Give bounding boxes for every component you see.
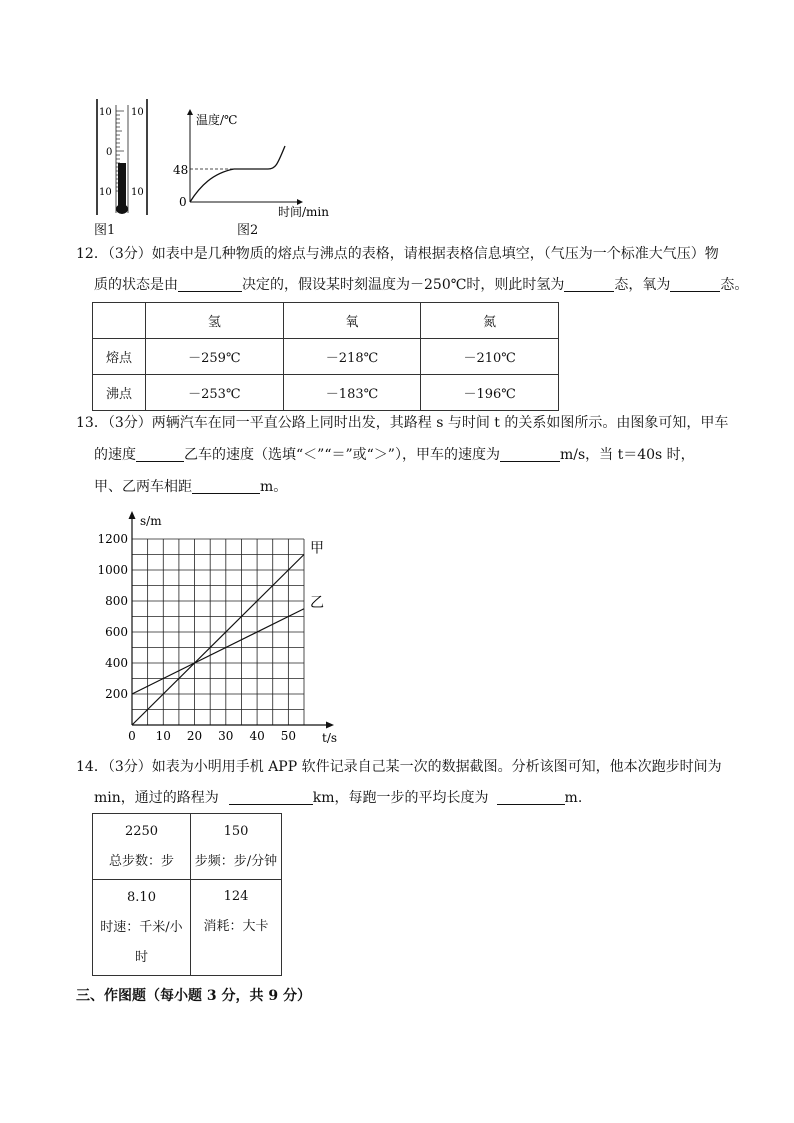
speed-label: 时速：千米/小 — [100, 919, 183, 935]
calories-value: 124 — [223, 889, 249, 904]
table-header-cell: 氧 — [283, 303, 421, 339]
y-tick-label: 200 — [105, 687, 128, 701]
melting-curve-figure — [168, 108, 348, 220]
table-row — [93, 339, 559, 375]
q13-text-3b: m。 — [260, 479, 288, 495]
q12-table — [92, 302, 559, 411]
q12-blank-2[interactable] — [564, 275, 614, 292]
q14-score: （3分） — [107, 759, 152, 775]
series-line-1 — [132, 555, 304, 726]
fig1-left-label-top: 10 — [99, 107, 112, 118]
fig2-xlabel: 时间/min — [278, 205, 329, 219]
q14-app-table — [92, 813, 282, 976]
table-row — [93, 303, 559, 339]
fig1-left-label-mid: 0 — [106, 147, 113, 158]
q14-blank-2[interactable] — [497, 788, 565, 805]
figure-2 — [168, 108, 348, 238]
table-header-cell: 氮 — [421, 303, 559, 339]
series-line-2 — [132, 609, 304, 694]
speed-label-cont: 时 — [134, 949, 148, 965]
q13-line2 — [94, 440, 695, 471]
q12-line2 — [94, 270, 748, 301]
x-tick-label: 0 — [128, 729, 136, 743]
q13-number: 13． — [76, 415, 108, 431]
table-row — [93, 880, 282, 976]
x-axis-arrow — [326, 722, 334, 729]
thermometer-liquid — [118, 163, 126, 211]
q14-text-2b: km，每跑一步的平均长度为 — [312, 790, 489, 806]
x-tick-label: 30 — [218, 729, 234, 743]
y-tick-label: 600 — [105, 625, 128, 639]
q14-line1 — [76, 752, 722, 783]
steps-value: 2250 — [124, 823, 159, 839]
q13-text-1: 两辆汽车在同一平直公路上同时出发，其路程 s 与时间 t 的关系如图所示。由图象可知，甲车 — [151, 415, 729, 431]
fig2-ylabel: 温度/℃ — [196, 113, 238, 127]
x-tick-label: 10 — [155, 729, 171, 743]
table-row — [93, 375, 559, 411]
y-tick-label: 1200 — [97, 532, 128, 546]
x-axis-label: t/s — [322, 731, 338, 745]
series-label-2: 乙 — [310, 594, 324, 611]
q13-score: （3分） — [107, 415, 152, 431]
steps-label: 总步数：步 — [108, 853, 174, 869]
thermometer-figure — [94, 97, 150, 217]
cadence-value: 150 — [223, 823, 249, 839]
q12-text-2b: 决定的，假设某时刻温度为－250℃时，则此时氢为 — [242, 277, 565, 293]
q13-text-2a: 的速度 — [94, 447, 136, 463]
table-cell — [191, 880, 282, 976]
cadence-label: 步频：步/分钟 — [194, 853, 278, 869]
q12-text-2a: 质的状态是由 — [94, 277, 178, 293]
q12-text-1: 如表中是几种物质的熔点与沸点的表格，请根据表格信息填空，（气压为一个标准大气压）物 — [151, 246, 719, 262]
calories-label: 消耗：大卡 — [203, 919, 269, 934]
table-row — [93, 814, 282, 880]
x-tick-label: 40 — [249, 729, 265, 743]
q12-blank-3[interactable] — [670, 275, 720, 292]
figure-1 — [94, 97, 150, 237]
table-cell: －196℃ — [421, 375, 559, 411]
table-cell: －218℃ — [283, 339, 421, 375]
fig2-caption: 图2 — [237, 223, 259, 238]
section-3-heading: 三、作图题（每小题 3 分，共 9 分） — [76, 988, 311, 1004]
q12-number: 12． — [76, 246, 108, 262]
y-axis-arrow — [129, 511, 136, 519]
y-tick-label: 800 — [105, 594, 128, 608]
q12-score: （3分） — [107, 246, 152, 262]
table-cell: 沸点 — [93, 375, 146, 411]
q13-blank-2[interactable] — [500, 445, 560, 462]
table-cell — [93, 814, 191, 880]
fig2-y48: 48 — [173, 163, 189, 177]
table-cell: 熔点 — [93, 339, 146, 375]
fig1-left-label-bottom: 10 — [99, 187, 112, 198]
y-tick-label: 1000 — [97, 563, 128, 577]
table-cell — [191, 814, 282, 880]
fig1-caption: 图1 — [94, 223, 116, 238]
q14-text-2c: m. — [564, 790, 583, 806]
q12-text-2c: 态，氧为 — [614, 277, 671, 293]
q14-number: 14． — [76, 759, 108, 775]
q12-line1 — [76, 239, 719, 270]
speed-value: 8.10 — [127, 889, 156, 905]
table-cell: －253℃ — [146, 375, 284, 411]
q13-line3 — [94, 472, 287, 503]
table-cell — [93, 880, 191, 976]
q13-line1 — [76, 408, 728, 439]
y-axis-label: s/m — [140, 514, 162, 528]
table-header-cell — [93, 303, 146, 339]
q14-blank-1[interactable] — [229, 788, 313, 805]
series-label-1: 甲 — [310, 540, 324, 557]
table-cell: －210℃ — [421, 339, 559, 375]
q12-blank-1[interactable] — [178, 275, 242, 292]
fig1-right-label-top: 10 — [131, 107, 144, 118]
table-cell: －183℃ — [283, 375, 421, 411]
q13-text-2c: m/s，当 t＝40s 时， — [559, 447, 695, 463]
q13-text-2b: 乙车的速度（选填“＜”“＝”或“＞”），甲车的速度为 — [184, 447, 500, 463]
q13-text-3a: 甲、乙两车相距 — [94, 479, 192, 495]
q14-text-2a: min，通过的路程为 — [94, 790, 219, 806]
q13-blank-3[interactable] — [192, 477, 260, 494]
q14-text-1: 如表为小明用手机 APP 软件记录自己某一次的数据截图。分析该图可知，他本次跑步时间为 — [151, 759, 722, 775]
fig2-origin: 0 — [179, 195, 187, 209]
table-header-cell: 氢 — [146, 303, 284, 339]
table-cell: －259℃ — [146, 339, 284, 375]
q13-blank-1[interactable] — [136, 445, 184, 462]
q12-text-2d: 态。 — [720, 277, 749, 293]
q14-line2 — [94, 783, 582, 814]
fig1-right-label-bottom: 10 — [131, 187, 144, 198]
x-tick-label: 20 — [186, 729, 203, 743]
s-t-chart — [90, 505, 350, 745]
y-tick-label: 400 — [105, 656, 128, 670]
x-tick-label: 50 — [280, 729, 297, 743]
